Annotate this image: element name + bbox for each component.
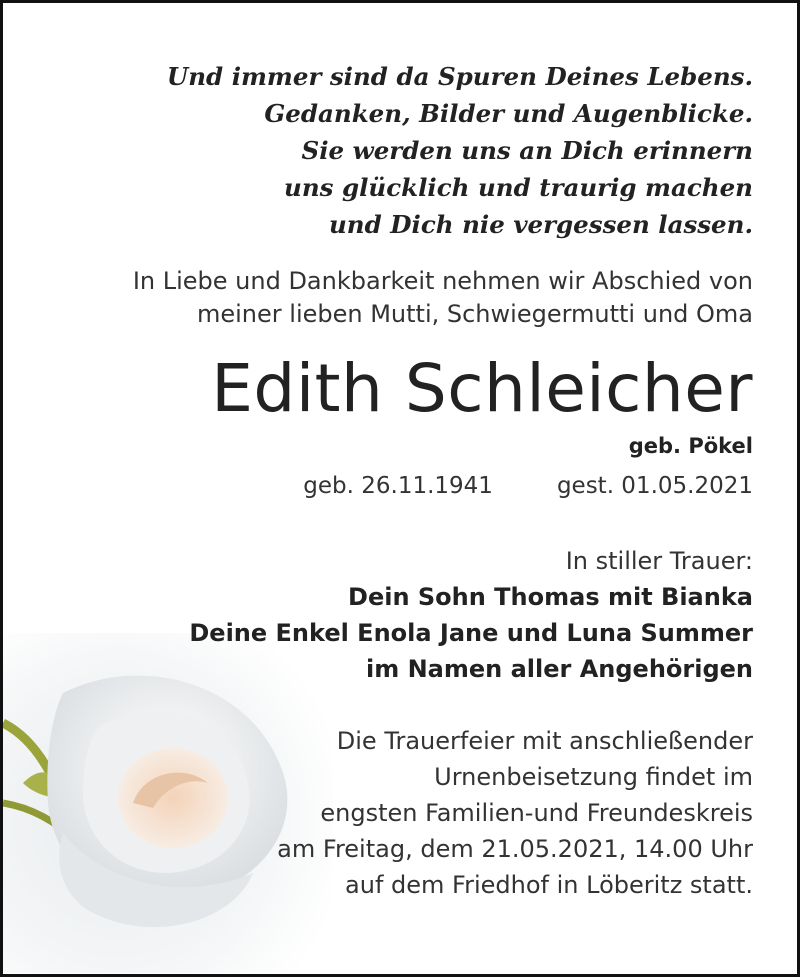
deceased-name: Edith Schleicher — [211, 350, 753, 427]
mourner-line: Deine Enkel Enola Jane und Luna Summer — [189, 619, 753, 647]
poem-line: Und immer sind da Spuren Deines Lebens. — [166, 62, 753, 91]
ceremony-line: engsten Familien-und Freundeskreis — [320, 799, 753, 827]
life-dates — [33, 471, 753, 501]
ceremony-info — [33, 723, 753, 903]
intro-text — [33, 265, 753, 331]
intro-line: In Liebe und Dankbarkeit nehmen wir Abschied von — [132, 267, 753, 295]
ceremony-line: auf dem Friedhof in Löberitz statt. — [345, 871, 753, 899]
death-date: gest. 01.05.2021 — [556, 473, 753, 499]
ceremony-line: am Freitag, dem 21.05.2021, 14.00 Uhr — [277, 835, 753, 863]
maiden-name: geb. Pökel — [628, 434, 753, 458]
intro-line: meiner lieben Mutti, Schwiegermutti und Oma — [196, 300, 753, 328]
poem-line: uns glücklich und traurig machen — [284, 173, 753, 202]
mourners-block — [33, 543, 753, 687]
poem-line: Gedanken, Bilder und Augenblicke. — [264, 99, 753, 128]
birth-date: geb. 26.11.1941 — [303, 473, 493, 499]
poem — [33, 58, 753, 243]
ceremony-line: Die Trauerfeier mit anschließender — [336, 727, 753, 755]
poem-line: und Dich nie vergessen lassen. — [328, 210, 753, 239]
ceremony-line: Urnenbeisetzung findet im — [434, 763, 753, 791]
poem-line: Sie werden uns an Dich erinnern — [301, 136, 753, 165]
mourners-heading: In stiller Trauer: — [565, 547, 753, 575]
mourner-line: Dein Sohn Thomas mit Bianka — [348, 583, 753, 611]
mourner-line: im Namen aller Angehörigen — [365, 655, 753, 683]
